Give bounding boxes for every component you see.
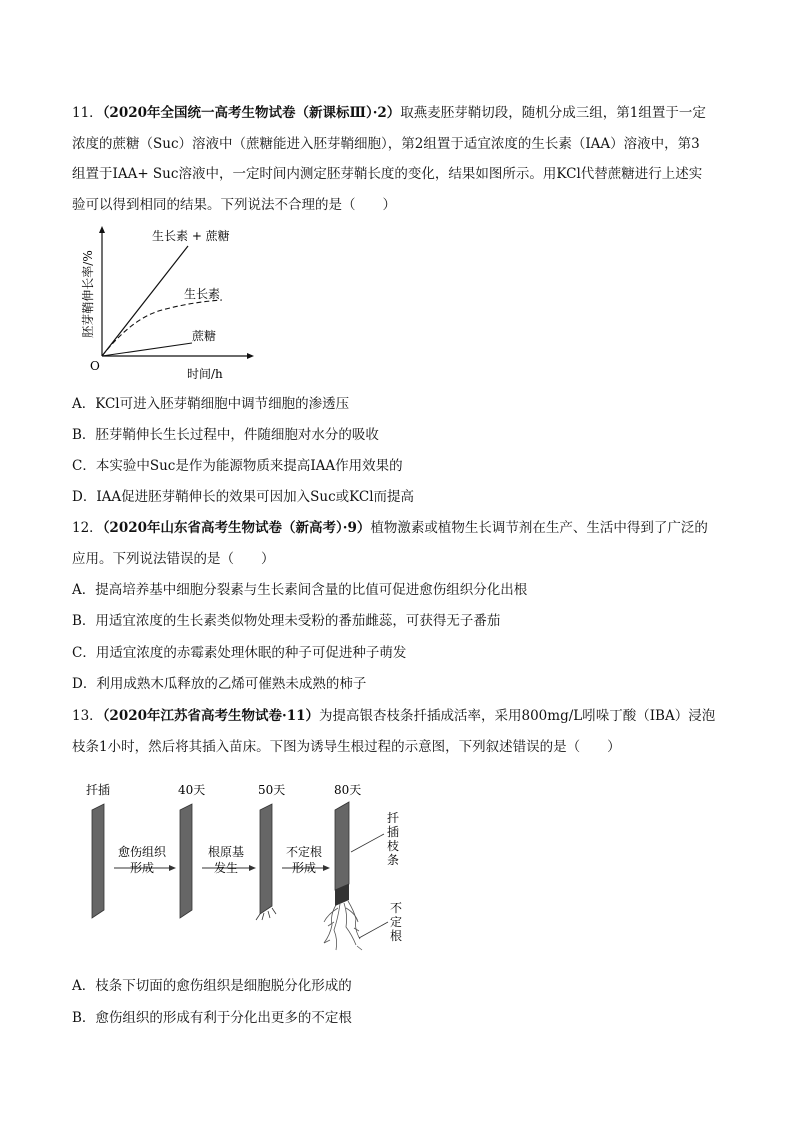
leader-top bbox=[351, 834, 384, 852]
arrow-label-2b: 发生 bbox=[214, 861, 239, 875]
q11-text-3: 组置于IAA+ Suc溶液中，一定时间内测定胚芽鞘长度的变化，结果如图所示。用KCl代替蔗糖进行上述实 bbox=[72, 166, 703, 182]
series-suc bbox=[102, 343, 192, 356]
arrow-label-1a: 愈伤组织 bbox=[118, 845, 167, 859]
q12-text-1: 植物激素或植物生长调节剂在生产、生活中得到了广泛的 bbox=[370, 520, 708, 536]
series-label-suc: 蔗糖 bbox=[192, 329, 217, 343]
q11-option-d: D．IAA促进胚芽鞘伸长的效果可因加入Suc或KCl而提高 bbox=[72, 489, 415, 505]
side-label-bottom-2: 根 bbox=[390, 929, 403, 943]
q12-number: 12． bbox=[72, 520, 103, 536]
q12-text-2: 应用。下列说法错误的是（ ） bbox=[72, 551, 275, 567]
series-iaa-suc bbox=[102, 246, 188, 356]
leader-bottom bbox=[359, 922, 388, 938]
q13-number: 13． bbox=[72, 708, 103, 724]
stage-label-2: 50天 bbox=[258, 783, 286, 797]
y-axis-label: 胚芽鞘伸长率/% bbox=[81, 250, 95, 338]
q13-option-b: B．愈伤组织的形成有利于分化出更多的不定根 bbox=[72, 1010, 352, 1026]
stage-label-3: 80天 bbox=[334, 783, 362, 797]
q11-option-a: A．KCl可进入胚芽鞘细胞中调节细胞的渗透压 bbox=[72, 396, 350, 412]
cutting-1 bbox=[180, 804, 192, 918]
q13-text-1: 为提高银杏枝条扦插成活率，采用800mg/L吲哚丁酸（IBA）浸泡 bbox=[319, 708, 716, 724]
q13-diagram bbox=[72, 772, 422, 972]
x-axis-label: 时间/h bbox=[187, 367, 223, 381]
side-label-top-3: 条 bbox=[387, 853, 400, 867]
arrow-label-3b: 形成 bbox=[292, 861, 317, 875]
q11-text-1: 取燕麦胚芽鞘切段，随机分成三组，第1组置于一定 bbox=[400, 105, 706, 121]
q12-source: （2020年山东省高考生物试卷（新高考）·9） bbox=[102, 520, 371, 536]
side-label-bottom-1: 定 bbox=[390, 915, 403, 929]
side-label-top-2: 枝 bbox=[387, 839, 400, 853]
stage-label-0: 扦插 bbox=[86, 783, 111, 797]
q13-option-a: A．枝条下切面的愈伤组织是细胞脱分化形成的 bbox=[72, 978, 352, 994]
adventitious-roots bbox=[324, 901, 362, 950]
arrow-label-2a: 根原基 bbox=[208, 845, 245, 859]
q11-line1 bbox=[72, 103, 706, 123]
q13-source: （2020年江苏省高考生物试卷·11） bbox=[102, 708, 319, 724]
q11-text-2: 浓度的蔗糖（Suc）溶液中（蔗糖能进入胚芽鞘细胞），第2组置于适宜浓度的生长素（IAA）溶液中，第3 bbox=[72, 136, 700, 152]
series-label-iaa: 生长素 bbox=[184, 287, 221, 301]
arrow-label-1b: 形成 bbox=[130, 861, 155, 875]
side-label-top-0: 扦 bbox=[387, 811, 400, 825]
q11-number: 11． bbox=[72, 105, 103, 121]
cutting-3 bbox=[335, 802, 349, 890]
stage-label-1: 40天 bbox=[178, 783, 206, 797]
origin-label: O bbox=[90, 359, 100, 373]
series-label-iaa-suc: 生长素 + 蔗糖 bbox=[152, 229, 230, 243]
q12-line1 bbox=[72, 518, 708, 538]
q12-option-a: A．提高培养基中细胞分裂素与生长素间含量的比值可促进愈伤组织分化出根 bbox=[72, 582, 528, 598]
q11-chart bbox=[72, 222, 262, 384]
cutting-0 bbox=[92, 804, 104, 918]
y-axis-arrow bbox=[99, 226, 105, 233]
q12-option-b: B．用适宜浓度的生长素类似物处理未受粉的番茄雌蕊，可获得无子番茄 bbox=[72, 613, 501, 629]
x-axis-arrow bbox=[247, 353, 254, 359]
side-label-bottom-0: 不 bbox=[390, 901, 403, 915]
arrow-label-3a: 不定根 bbox=[286, 845, 323, 859]
q11-option-b: B．胚芽鞘伸长生长过程中，件随细胞对水分的吸收 bbox=[72, 427, 379, 443]
side-label-top-1: 插 bbox=[387, 825, 400, 839]
q12-option-c: C．用适宜浓度的赤霉素处理休眠的种子可促进种子萌发 bbox=[72, 645, 407, 661]
q11-option-c: C．本实验中Suc是作为能源物质来提高IAA作用效果的 bbox=[72, 458, 403, 474]
q11-source: （2020年全国统一高考生物试卷（新课标Ⅲ）·2） bbox=[102, 105, 401, 121]
q11-text-4: 验可以得到相同的结果。下列说法不合理的是（ ） bbox=[72, 197, 396, 213]
q12-option-d: D．利用成熟木瓜释放的乙烯可催熟未成熟的柿子 bbox=[72, 676, 367, 692]
q13-text-2: 枝条1小时，然后将其插入苗床。下图为诱导生根过程的示意图，下列叙述错误的是（ ） bbox=[72, 739, 621, 755]
cutting-2 bbox=[260, 804, 272, 914]
q13-line1 bbox=[72, 706, 715, 726]
